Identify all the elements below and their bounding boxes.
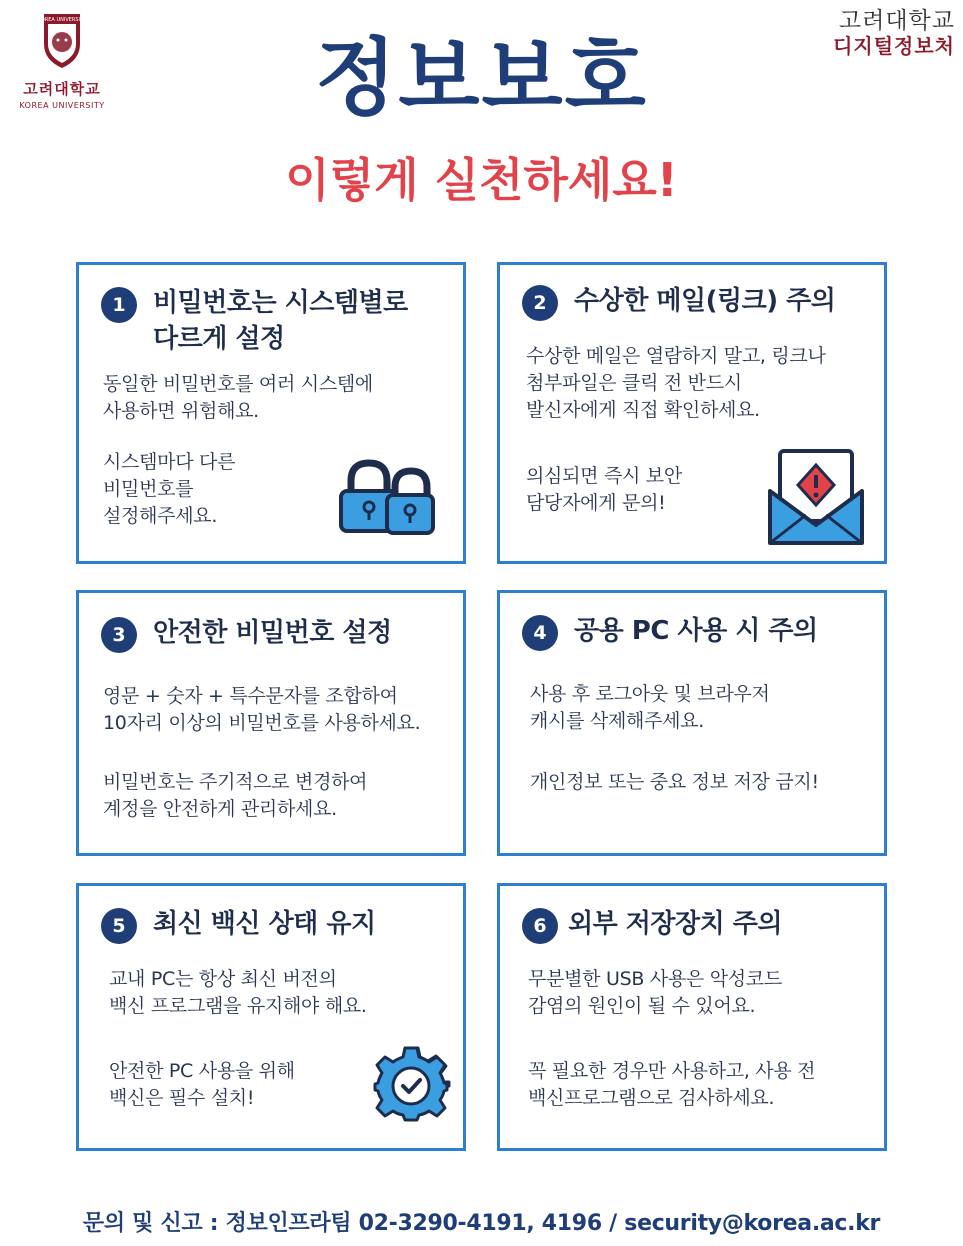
card-title: 비밀번호는 시스템별로 다르게 설정 — [153, 288, 408, 354]
gear-check-icon — [371, 1044, 451, 1124]
card-3 — [76, 590, 466, 856]
card-text-1: 교내 PC는 항상 최신 버전의 백신 프로그램을 유지해야 해요. — [109, 968, 367, 1017]
dept-line2: 디지털정보처 — [833, 34, 955, 58]
card-title: 최신 백신 상태 유지 — [153, 909, 376, 939]
card-title: 공용 PC 사용 시 주의 — [574, 616, 818, 646]
card-1 — [76, 262, 466, 564]
page-title: 정보보호 — [315, 29, 648, 127]
card-text-1: 동일한 비밀번호를 여러 시스템에 사용하면 위험해요. — [103, 373, 373, 422]
card-text-1: 영문 + 숫자 + 특수문자를 조합하여 10자리 이상의 비밀번호를 사용하세요. — [103, 685, 421, 734]
card-text-1: 사용 후 로그아웃 및 브라우저 캐시를 삭제해주세요. — [530, 683, 770, 732]
card-5 — [76, 883, 466, 1151]
seal-text: KOREA UNIVERSITY — [40, 17, 84, 23]
page-subtitle: 이렇게 실천하세요! — [285, 153, 678, 207]
card-number: 6 — [522, 908, 558, 944]
card-text-2: 시스템마다 다른 비밀번호를 설정해주세요. — [103, 451, 236, 527]
university-name-kr: 고려대학교 — [23, 80, 101, 98]
card-text-2: 의심되면 즉시 보안 담당자에게 문의! — [526, 465, 682, 514]
card-number: 2 — [522, 285, 558, 321]
card-text-1: 무분별한 USB 사용은 악성코드 감염의 원인이 될 수 있어요. — [528, 968, 782, 1017]
card-title: 외부 저장장치 주의 — [568, 909, 783, 939]
footer-contact: 문의 및 신고 : 정보인프라팀 02-3290-4191, 4196 / security@korea.ac.kr — [82, 1211, 881, 1236]
card-title: 안전한 비밀번호 설정 — [153, 618, 392, 648]
card-title: 수상한 메일(링크) 주의 — [574, 286, 836, 316]
card-6 — [497, 883, 887, 1151]
card-number: 3 — [101, 617, 137, 653]
padlocks-icon — [337, 457, 437, 537]
card-number: 1 — [101, 287, 137, 323]
card-number: 4 — [522, 615, 558, 651]
dept-line1: 고려대학교 — [838, 8, 955, 34]
warning-mail-icon — [766, 447, 866, 547]
card-text-2: 비밀번호는 주기적으로 변경하여 계정을 안전하게 관리하세요. — [103, 771, 368, 820]
university-name-en: KOREA UNIVERSITY — [19, 101, 105, 110]
card-text-2: 안전한 PC 사용을 위해 백신은 필수 설치! — [109, 1060, 295, 1109]
card-number: 5 — [101, 908, 137, 944]
card-2 — [497, 262, 887, 564]
card-4 — [497, 590, 887, 856]
card-text-1: 수상한 메일은 열람하지 말고, 링크나 첨부파일은 클릭 전 반드시 발신자에게 직접 확인하세요. — [526, 345, 826, 421]
card-text-2: 개인정보 또는 중요 정보 저장 금지! — [530, 771, 819, 793]
card-text-2: 꼭 필요한 경우만 사용하고, 사용 전 백신프로그램으로 검사하세요. — [528, 1060, 816, 1109]
